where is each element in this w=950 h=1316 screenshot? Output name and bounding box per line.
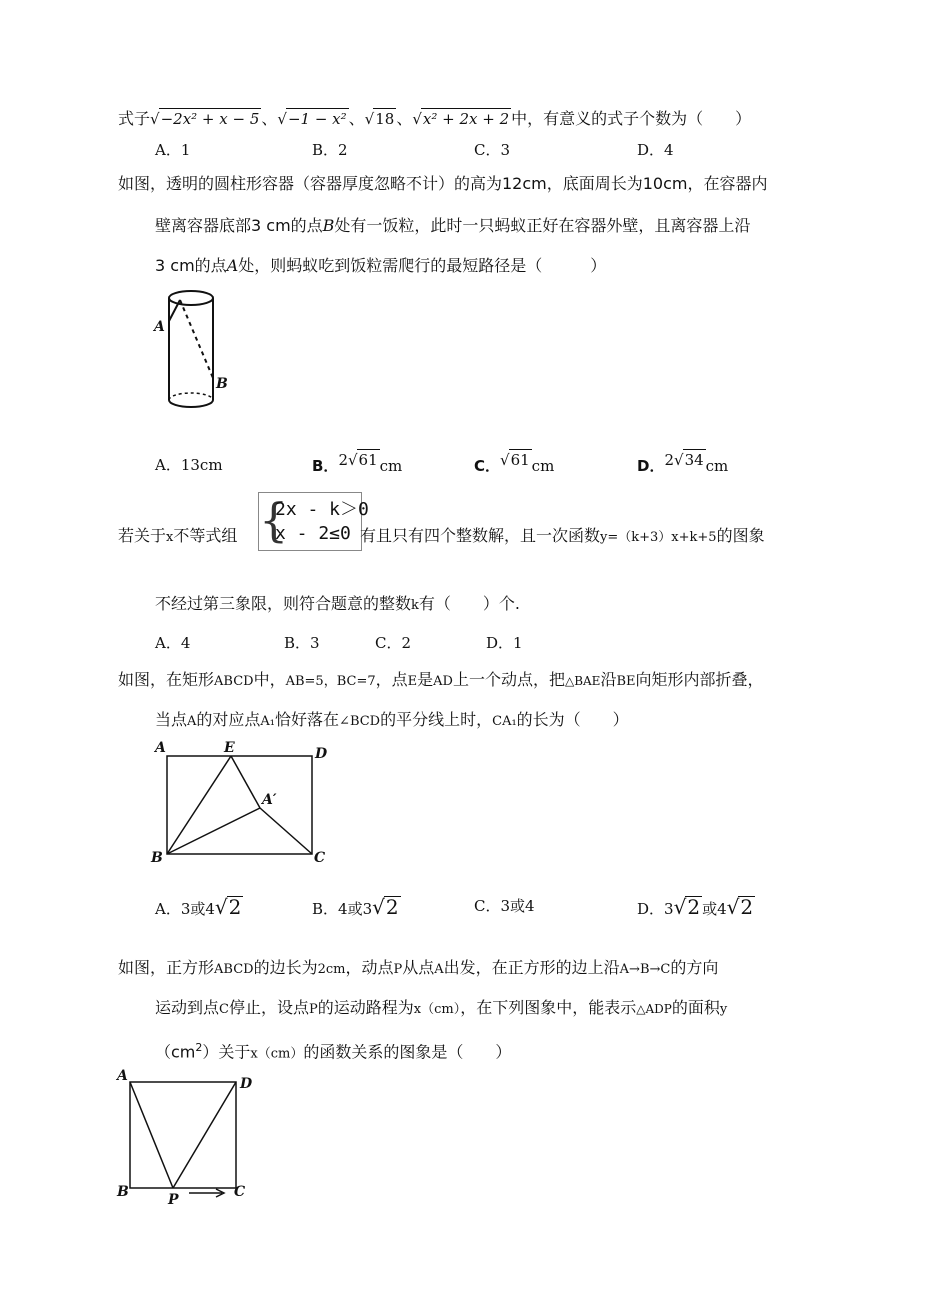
q2-line-2: 壁离容器底部3 cm的点B处有一饭粒，此时一只蚂蚁正好在容器外壁，且离容器上沿 — [155, 216, 751, 235]
label-d: D — [315, 746, 328, 762]
q1-expr1: √−2x² + x − 5 — [150, 110, 260, 128]
q1-option-a: A．1 — [155, 141, 191, 159]
q1-prefix: 式子 — [118, 109, 151, 128]
q1-expr4: √x² + 2x + 2 — [412, 110, 510, 128]
q2-line-3: 3 cm的点A处，则蚂蚁吃到饭粒需爬行的最短路径是（ ） — [155, 256, 607, 275]
segment-ea1 — [231, 756, 260, 808]
label-a-prime: A′ — [262, 792, 277, 808]
q1-line — [118, 108, 751, 129]
q2-option-b: B．2√61 cm — [312, 451, 403, 475]
label-b: B — [117, 1184, 129, 1200]
q3-line-1b: 有且只有四个整数解，且一次函数y=（k+3）x+k+5的图象 — [360, 526, 765, 545]
fig-label-a: A — [154, 319, 165, 335]
q4-line-1: 如图，在矩形ABCD中，AB=5，BC=7，点E是AD上一个动点，把△BAE沿BE向矩形内部折叠， — [118, 670, 764, 689]
q3-option-a: A．4 — [155, 634, 191, 652]
q3-option-d: D．1 — [486, 634, 523, 652]
q1-sep2: 、 — [348, 109, 365, 128]
q5-line-2: 运动到点C停止，设点P的运动路程为x（cm），在下列图象中，能表示△ADP的面积y — [155, 998, 728, 1017]
segment-ba1 — [167, 808, 260, 854]
cylinder-bottom-front — [169, 400, 213, 407]
q1-sep1: 、 — [261, 109, 278, 128]
path-segment-dashed — [180, 300, 213, 378]
q2-option-a: A．13cm — [155, 456, 223, 474]
q2-option-d: D．2√34 cm — [637, 451, 729, 475]
segment-a1c — [260, 808, 312, 854]
q3-option-c: C．2 — [375, 634, 412, 652]
q4-option-c: C．3或4 — [474, 897, 535, 915]
q1-option-d: D．4 — [637, 141, 674, 159]
label-a: A — [117, 1068, 128, 1084]
label-a: A — [155, 740, 166, 756]
cylinder-top — [169, 291, 213, 305]
q4-option-b: B．4或3√2 — [312, 895, 399, 919]
segment-be — [167, 756, 231, 854]
q4-line-2: 当点A的对应点A₁恰好落在∠BCD的平分线上时，CA₁的长为（ ） — [155, 710, 629, 729]
label-c: C — [314, 850, 326, 866]
q1-sep3: 、 — [396, 109, 413, 128]
label-d: D — [240, 1076, 253, 1092]
q3-line-2: 不经过第三象限，则符合题意的整数k有（ ）个. — [155, 594, 520, 613]
q3-line-1a: 若关于x不等式组 — [118, 526, 238, 545]
label-b: B — [151, 850, 163, 866]
fig-label-b: B — [216, 376, 228, 392]
label-e: E — [224, 740, 235, 756]
label-c: C — [234, 1184, 246, 1200]
q1-suffix: 中，有意义的式子个数为（ ） — [511, 109, 752, 128]
label-p: P — [168, 1192, 179, 1206]
q2-option-c: C．√61 cm — [474, 451, 555, 475]
q4-option-a: A．3或4√2 — [155, 895, 242, 919]
q1-option-b: B．2 — [312, 141, 348, 159]
cylinder-bottom-back — [169, 393, 213, 400]
q1-option-c: C．3 — [474, 141, 511, 159]
square-figure — [112, 1064, 262, 1206]
q5-line-3: $(cm^2)$关于x（cm）的函数关系的图象是（ ） — [155, 1041, 512, 1062]
inequality-2: x - 2≤0 — [275, 523, 351, 544]
q2-line-1: 如图，透明的圆柱形容器（容器厚度忽略不计）的高为12cm，底面周长为10cm，在容器内 — [118, 174, 768, 193]
inequality-1: 2x - k＞0 — [275, 499, 369, 520]
segment-ap — [130, 1082, 173, 1188]
brace-icon: { — [259, 493, 289, 547]
segment-dp — [173, 1082, 236, 1188]
inequality-system — [258, 492, 369, 551]
q1-expr3: √18 — [364, 110, 395, 128]
q4-option-d: D．3√2 或4√2 — [637, 895, 754, 919]
cylinder-figure — [150, 285, 230, 415]
q5-line-1: 如图，正方形ABCD的边长为2cm，动点P从点A出发，在正方形的边上沿A→B→C的方向 — [118, 958, 719, 977]
q3-option-b: B．3 — [284, 634, 320, 652]
rectangle-figure — [145, 738, 345, 870]
q1-expr2: √−1 − x² — [277, 110, 347, 128]
